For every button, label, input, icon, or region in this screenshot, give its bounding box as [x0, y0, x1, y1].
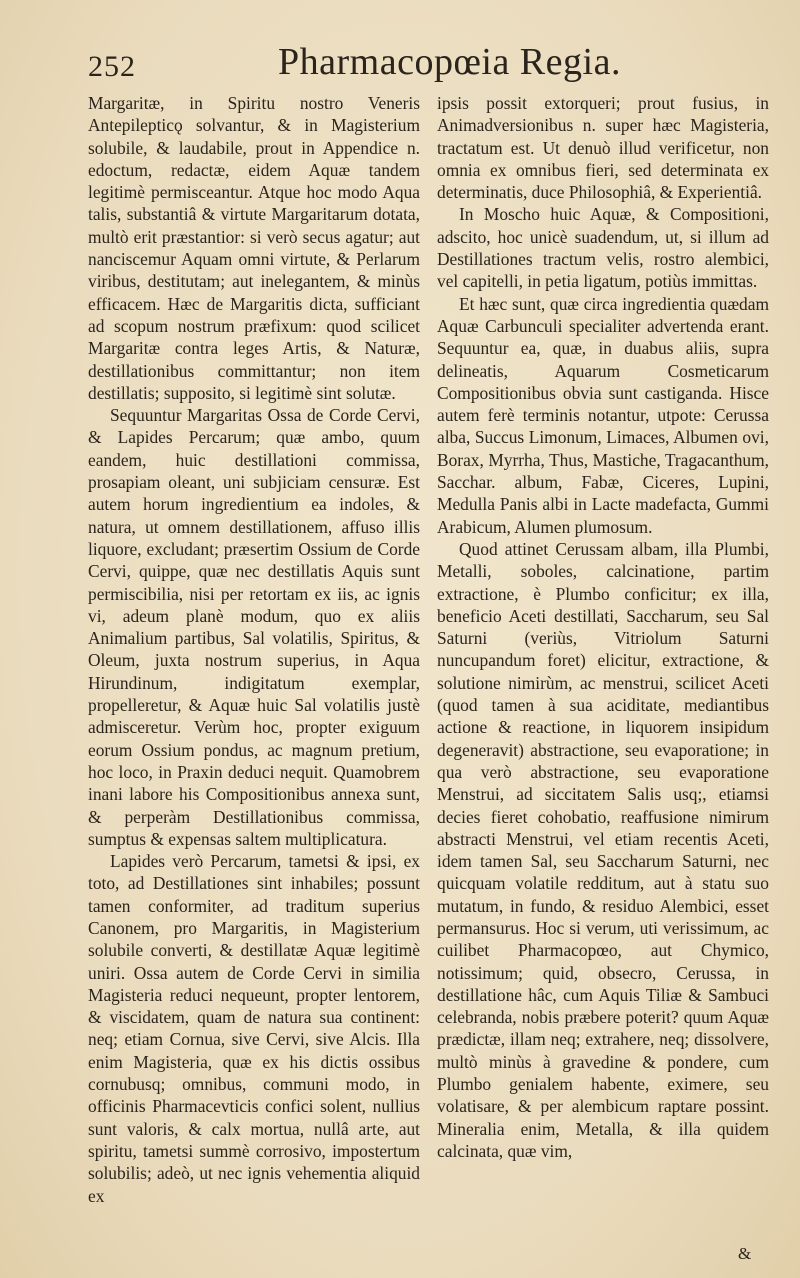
paragraph: In Moscho huic Aquæ, & Compositioni, adscito, hoc unicè suadendum, ut, si illum ad Destillationes tractum velis, rostro alembici, vel capitelli, in petia ligatum, potiùs immittas.	[437, 204, 769, 292]
paragraph: Sequuntur Margaritas Ossa de Corde Cervi, & Lapides Percarum; quæ ambo, quum eandem, huic destillationi commissa, prosapiam oleant, uni subjiciam censuræ. Est autem horum ingredientium ea indoles, & natura, ut omnem destillationem, affuso illis liquore, excludant; præsertim Ossium de Corde Cervi, quippe, quæ nec destillatis Aquis sunt permiscibilia, nisi per retortam ex iis, ac ignis vi, adeum planè modum, quo ex aliis Animalium partibus, Sal volatilis, Spiritus, & Oleum, juxta nostrum superius, in Aqua Hirundinum, indigitatum exemplar, propelleretur, & Aquæ huic Sal volatilis justè admisceretur. Verùm hoc, propter exiguum eorum Ossium pondus, ac magnum pretium, hoc loco, in Praxin deduci nequit. Quamobrem inani labore his Compositionibus annexa sunt, & perperàm Destillationibus commissa, sumptus & expensas saltem multiplicatura.	[88, 405, 420, 849]
paragraph: Quod attinet Cerussam albam, illa Plumbi, Metalli, soboles, calcinatione, partim extractione, è Plumbo conficitur; ex illa, beneficio Aceti destillati, Saccharum, seu Sal Saturni (veriùs, Vitriolum Saturni nuncupandum foret) elicitur, extractione, & solutione nimirùm, ac menstrui, scilicet Aceti (quod tamen à sua aciditate, mediantibus actione & reactione, in liquorem insipidum degeneravit) abstractione, seu evaporatione; in qua verò abstractione, seu evaporatione Menstrui, ad siccitatem Salis usq;, etiamsi decies fieret cohobatio, reaffusione nimirum abstracti Menstrui, vel etiam recentis Aceti, idem tamen Sal, seu Saccharum Saturni, nec quicquam volatile redditum, aut à statu suo mutatum, in fundo, & residuo Alembici, esset permansurus. Hoc si verum, uti verissimum, ac cuilibet Pharmacopœo, aut Chymico, notissimum; quid, obsecro, Cerussa, in destillatione hâc, cum Aquis Tiliæ & Sambuci celebranda, nobis præbere poterit? quum Aquæ prædictæ, illam neq; extrahere, neq; dissolvere, multò minùs à gravedine & pondere, cum Plumbo genialem habente, eximere, seu volatisare, & per alembicum raptare possint. Mineralia enim, Metalla, & illa quidem calcinata, quæ vim,	[437, 538, 769, 1161]
left-text-column	[88, 92, 420, 1267]
right-text-column	[437, 92, 769, 1267]
catchword: &	[738, 1244, 752, 1263]
paragraph: Margaritæ, in Spiritu nostro Veneris Antepilepticǫ solvantur, & in Magisterium solubile, & laudabile, prout in Appendice n. edoctum, redactæ, eidem Aquæ tandem legitimè permisceantur. Atque hoc modo Aqua talis, substantiâ & virtute Margaritarum dotata, multò erit præstantior: si verò secus agatur; aut nanciscemur Aquam omni virtute, & Perlarum viribus, destitutam; aut inelegantem, & minùs efficacem. Hæc de Margaritis dicta, sufficiant ad scopum nostrum præfixum: quod scilicet Margaritæ contra leges Artis, & Naturæ, destillationibus committantur; non item destillatis; supposito, si legitimè sint solutæ.	[88, 93, 420, 403]
paragraph: Et hæc sunt, quæ circa ingredientia quædam Aquæ Carbunculi specialiter advertenda erant. Sequuntur ea, quæ, in duabus aliis, supra delineatis, Aquarum Cosmeticarum Compositionibus obvia sunt castiganda. Hisce autem ferè terminis notantur, utpote: Cerussa alba, Succus Limonum, Limaces, Albumen ovi, Borax, Myrrha, Thus, Mastiche, Tragacanthum, Sacchar. album, Fabæ, Ciceres, Lupini, Medulla Panis albi in Lacte madefacta, Gummi Arabicum, Alumen plumosum.	[437, 293, 769, 537]
page-header	[0, 0, 800, 90]
running-title: Pharmacopœia Regia.	[278, 41, 621, 83]
page-number: 252	[88, 50, 136, 83]
paragraph: ipsis possit extorqueri; prout fusius, in Animadversionibus n. super hæc Magisteria, tractatum est. Ut denuò illud verificetur, non omnia ex omnibus fieri, sed determinata ex determinatis, duce Philosophiâ, & Experientiâ.	[437, 93, 769, 203]
paragraph: Lapides verò Percarum, tametsi & ipsi, ex toto, ad Destillationes sint inhabiles; possunt tamen conformiter, ad traditum superius Canonem, pro Margaritis, in Magisterium solubile converti, & destillatæ Aquæ legitimè uniri. Ossa autem de Corde Cervi in similia Magisteria reduci nequeunt, propter lentorem, & viscidatem, quam de natura sua continent: neq; etiam Cornua, sive Cervi, sive Alcis. Illa enim Magisteria, quæ ex his dictis ossibus cornubusq; omnibus, communi modo, in officinis Pharmacevticis confici solent, nullius sunt valoris, & calx mortua, nullâ arte, aut spiritu, tametsi summè corrosivo, impostertum solubilis; adeò, ut nec ignis vehementia aliquid ex	[88, 851, 420, 1206]
